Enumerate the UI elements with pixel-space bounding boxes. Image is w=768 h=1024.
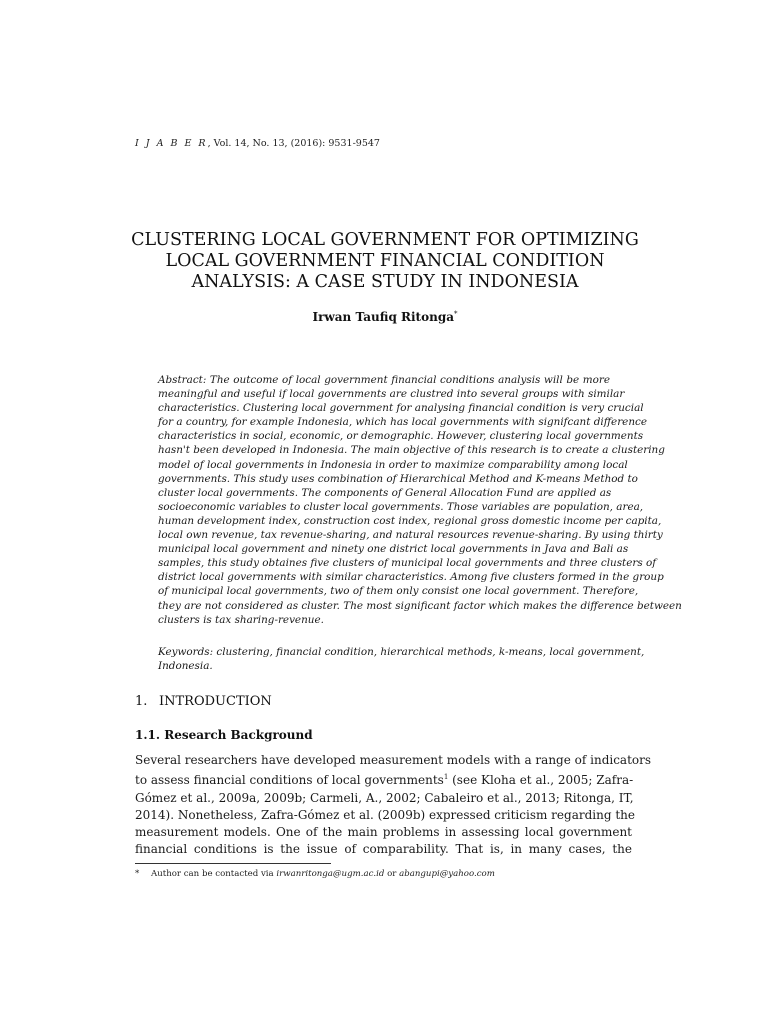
- keywords-line: Indonesia.: [158, 660, 213, 673]
- abstract-line: cluster local governments. The components of General Allocation Fund are applied as: [158, 486, 612, 499]
- body-line: [135, 807, 635, 824]
- title-line: LOCAL GOVERNMENT FINANCIAL CONDITION: [165, 251, 605, 271]
- abstract-line: municipal local government and ninety one district local governments in Java and Bali as: [158, 543, 629, 556]
- abstract-line: hasn't been developed in Indonesia. The main objective of this research is to create a clustering: [158, 444, 665, 457]
- running-head: [135, 138, 380, 149]
- journal-citation: , Vol. 14, No. 13, (2016): 9531-9547: [207, 138, 380, 149]
- footnote-mark: *: [135, 869, 140, 879]
- section-heading-introduction: [135, 694, 272, 709]
- footnote-or: or: [384, 869, 400, 879]
- abstract-line: characteristics. Clustering local government for analysing financial condition is very crucial: [158, 402, 644, 415]
- abstract-line: local own revenue, tax revenue-sharing, and natural resources revenue-sharing. By using thirty: [158, 529, 663, 542]
- abstract-line: they are not considered as cluster. The most significant factor which makes the difference between: [158, 599, 682, 612]
- abstract-line: clusters is tax sharing-revenue.: [158, 613, 324, 626]
- body-line-text: (see Kloha et al., 2005; Zafra-: [448, 773, 634, 788]
- abstract-line: Abstract: The outcome of local government financial conditions analysis will be more: [158, 374, 610, 386]
- body-footnote-ref: 1: [443, 773, 449, 782]
- body-paragraph: [135, 752, 652, 859]
- abstract-line: governments. This study uses combination of Hierarchical Method and K-means Method to: [158, 472, 638, 485]
- footnote-email-primary: irwanritonga@ugm.ac.id: [276, 869, 385, 879]
- body-line: [135, 824, 632, 841]
- abstract-line: district local governments with similar characteristics. Among five clusters formed in the group: [158, 571, 664, 584]
- abstract-line: for a country, for example Indonesia, which has local governments with signifcant difference: [158, 416, 647, 429]
- body-line: [135, 769, 632, 789]
- paper-title: [100, 230, 670, 293]
- title-line: CLUSTERING LOCAL GOVERNMENT FOR OPTIMIZING: [131, 230, 639, 250]
- body-line-text: Gómez et al., 2009a, 2009b; Carmeli, A., 2002; Cabaleiro et al., 2013; Ritonga, IT,: [135, 790, 634, 805]
- abstract-line: characteristics in social, economic, or demographic. However, clustering local governments: [158, 430, 644, 443]
- abstract-line: samples, this study obtaines five clusters of municipal local governments and three clusters of: [158, 557, 657, 570]
- keywords-line: Keywords: clustering, financial condition, hierarchical methods, k-means, local government,: [158, 646, 645, 658]
- body-line-text: to assess financial conditions of local governments: [135, 773, 444, 788]
- body-line-text: financial conditions is the issue of comparability. That is, in many cases, the: [135, 842, 632, 857]
- title-line: ANALYSIS: A CASE STUDY IN INDONESIA: [191, 272, 579, 292]
- abstract: [158, 373, 682, 627]
- abstract-line: human development index, construction cost index, regional gross domestic income per capita,: [158, 514, 662, 527]
- section-number: 1.: [135, 694, 148, 709]
- author-line: [100, 310, 670, 324]
- footnote-email-secondary: abangupi@yahoo.com: [399, 869, 495, 879]
- abstract-line: socioeconomic variables to cluster local governments. Those variables are population, area,: [158, 500, 644, 513]
- footnote-text: Author can be contacted via: [151, 869, 277, 879]
- author-footnote-mark: *: [454, 310, 458, 318]
- footnote: [135, 869, 495, 879]
- body-line: [135, 752, 652, 769]
- keywords: [158, 645, 645, 673]
- footnote-divider: [135, 863, 331, 864]
- abstract-line: of municipal local governments, two of them only consist one local government. Therefore,: [158, 585, 639, 598]
- journal-name: I J A B E R: [135, 138, 208, 149]
- subsection-heading-research-background: 1.1. Research Background: [135, 728, 313, 742]
- author-name: Irwan Taufiq Ritonga: [312, 310, 454, 324]
- body-line: [135, 841, 632, 858]
- abstract-line: meaningful and useful if local governments are clustred into several groups with similar: [158, 388, 625, 401]
- abstract-line: model of local governments in Indonesia in order to maximize comparability among local: [158, 458, 628, 471]
- section-title: INTRODUCTION: [159, 694, 272, 709]
- body-line-text: Several researchers have developed measurement models with a range of indicators: [135, 753, 652, 767]
- body-line-text: measurement models. One of the main problems in assessing local government: [135, 825, 632, 840]
- body-line-text: 2014). Nonetheless, Zafra-Gómez et al. (2009b) expressed criticism regarding the: [135, 807, 635, 822]
- body-line: [135, 790, 632, 807]
